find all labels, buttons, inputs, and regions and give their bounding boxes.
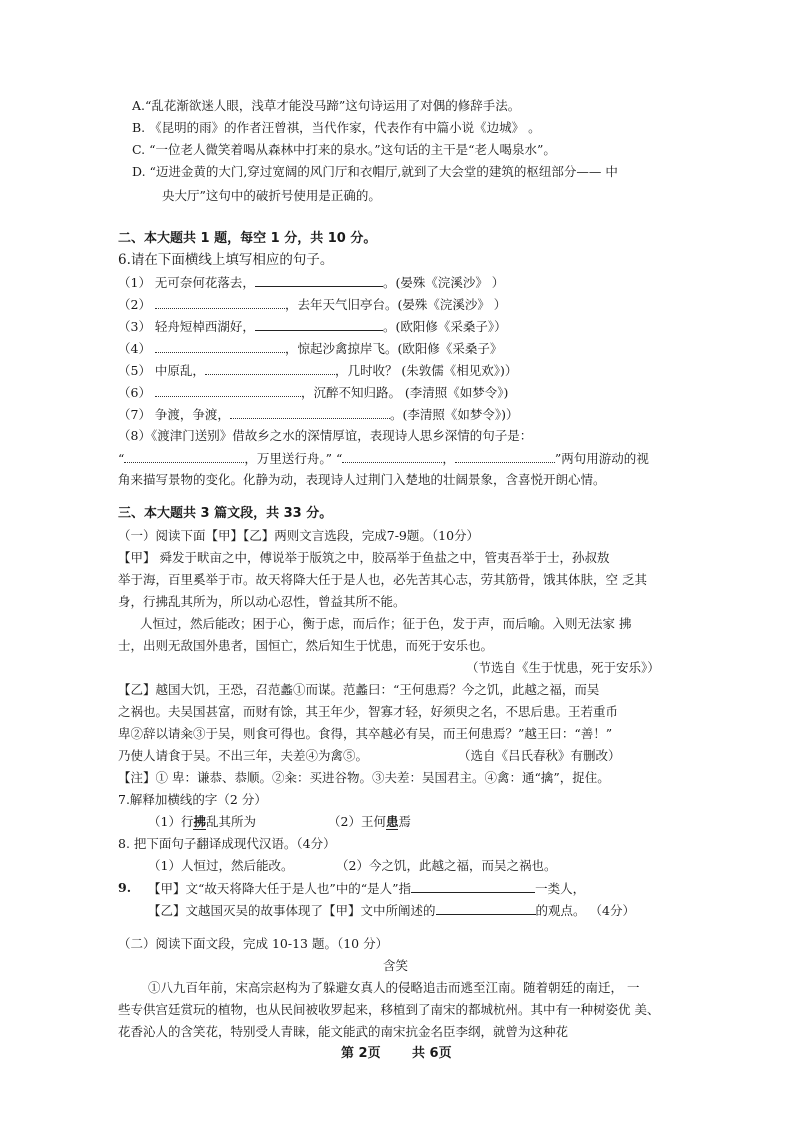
option-d: D. “迈进金黄的大门,穿过宽阔的风门厅和衣帽厅,就到了大会堂的建筑的枢纽部分—— 中	[132, 164, 618, 179]
blank-8c[interactable]	[455, 448, 555, 463]
q9-item-1: 【甲】文“故天将降大任于是人也”中的“是人”指 一类人，	[148, 878, 585, 899]
yi-source: （选自《吕氏春秋》有删改）	[458, 748, 621, 763]
page-number: 第 2页	[341, 1046, 381, 1061]
passage-1-intro: （一）阅读下面【甲】【乙】两则文言选段，完成7-9题。（10分）	[118, 528, 480, 543]
blank-2[interactable]	[155, 294, 285, 309]
section-3-header: 三、本大题共 3 篇文段，共 33 分。	[118, 506, 333, 521]
jia-line-3: 身，行拂乱其所为，所以动心忍性，曾益其所不能。	[118, 594, 406, 609]
blank-6[interactable]	[155, 382, 301, 397]
passage-2-line-1: ①八九百年前，宋高宗赵构为了躲避女真人的侵略追击而逃至江南。随着朝廷的南迁， 一	[148, 980, 640, 995]
option-b: B. 《昆明的雨》的作者汪曾祺，当代作家，代表作有中篇小说《边城》 。	[132, 120, 541, 135]
q8-item-2: （2）今之饥，此越之福，而吴之祸也。	[336, 858, 557, 873]
passage-2-line-3: 花香沁人的含笑花，特别受人青睐，能文能武的南宋抗金名臣李纲，就曾为这种花	[118, 1024, 569, 1039]
q6-item-5: （5） 中原乱， ，几时收？ (朱敦儒《相见欢》)）	[118, 360, 517, 381]
option-a: A.“乱花渐欲迷人眼，浅草才能没马蹄”这句诗运用了对偶的修辞手法。	[132, 98, 521, 113]
q7-item-1: （1）行拂乱其所为	[148, 814, 256, 829]
blank-q9b[interactable]	[436, 900, 536, 915]
q7-item-2: （2）王何患焉	[328, 814, 411, 829]
blank-8b[interactable]	[342, 448, 442, 463]
passage-2-intro: （二）阅读下面文段，完成 10-13 题。（10 分）	[118, 936, 389, 951]
blank-3[interactable]	[255, 316, 383, 331]
jia-line-4: 人恒过，然后能改；困于心，衡于虑，而后作；征于色，发于声，而后喻。入则无法家 拂	[140, 616, 632, 631]
jia-source: （节选自《生于忧患，死于安乐》）	[466, 660, 660, 675]
yi-line-3: 卑②辞以请籴③于吴，则食可得也。食得，其卒越必有吴，而王何患焉？”越王曰：“善！”	[118, 726, 613, 741]
q6-item-1: （1） 无可奈何花落去， 。(晏殊《浣溪沙》 ）	[118, 272, 504, 293]
q6-item-6: （6） ，沉醉不知归路。 (李清照《如梦令》)	[118, 382, 508, 403]
q8-item-1: （1）人恒过，然后能改。	[148, 858, 294, 873]
jia-line-2: 举于海，百里奚举于市。故天将降大任于是人也，必先苦其心志，劳其筋骨，饿其体肤，空 乏其	[118, 572, 647, 587]
q6-item-8-cont: 角来描写景物的变化。化静为动，表现诗人过荆门入楚地的壮阔景象，含喜悦开朗心情。	[118, 472, 606, 487]
passage-2-title: 含笑	[383, 958, 409, 973]
blank-5[interactable]	[205, 360, 335, 375]
q7-key-2: 患	[385, 814, 399, 829]
page-total: 共 6页	[412, 1046, 452, 1061]
section-2-header: 二、本大题共 1 题，每空 1 分，共 10 分。	[118, 231, 377, 246]
jia-line-1: 【甲】 舜发于畎亩之中，傅说举于版筑之中，胶鬲举于鱼盐之中，管夷吾举于士，孙叔敖	[118, 550, 610, 565]
q9-item-2: 【乙】文越国灭吴的故事体现了【甲】文中所阐述的 的观点。 （4分）	[148, 900, 635, 921]
annotation-note: 【注】① 卑：谦恭、恭顺。②籴：买进谷物。③夫差：吴国君主。④禽：通“擒”，捉住。	[118, 770, 610, 785]
q6-item-7: （7） 争渡，争渡， 。(李清照《如梦令》)）	[118, 404, 518, 425]
q9-number: 9.	[118, 880, 132, 895]
option-d-cont: 央大厅”这句中的破折号使用是正确的。	[162, 188, 381, 203]
option-c: C. “一位老人微笑着喝从森林中打来的泉水。”这句话的主干是“老人喝泉水”。	[132, 142, 556, 157]
q6-item-8: （8）《渡津门送别》借故乡之水的深情厚谊，表现诗人思乡深情的句子是：	[118, 428, 533, 443]
jia-line-5: 士，出则无敌国外患者，国恒亡，然后知生于忧患，而死于安乐也。	[118, 638, 494, 653]
blank-q9a[interactable]	[411, 878, 535, 893]
blank-4[interactable]	[155, 338, 285, 353]
passage-2-line-2: 些专供宫廷赏玩的植物，也从民间被收罗起来，移植到了南宋的都城杭州。其中有一种树姿优 美、	[118, 1002, 660, 1017]
blank-8a[interactable]	[124, 448, 244, 463]
q7-prompt: 7.解释加横线的字（2 分）	[118, 792, 267, 807]
q7-key-1: 拂	[193, 814, 206, 829]
q6-item-3: （3） 轻舟短棹西湖好， 。(欧阳修《采桑子》）	[118, 316, 507, 337]
q6-item-8-blanks: “ ，万里送行舟。” “ ， ”两句用游动的视	[118, 448, 649, 469]
q8-prompt: 8. 把下面句子翻译成现代汉语。（4分）	[118, 836, 336, 851]
blank-1[interactable]	[255, 272, 383, 287]
yi-line-4: 乃使人请食于吴。不出三年，夫差④为禽⑤。	[118, 748, 369, 763]
q6-item-4: （4） ，惊起沙禽掠岸飞。(欧阳修《采桑子》	[118, 338, 502, 359]
q6-item-2: （2） ，去年天气旧亭台。(晏殊《浣溪沙》 ）	[118, 294, 506, 315]
yi-line-2: 之祸也。夫吴国甚富，而财有馀，其王年少，智寡才轻，好须臾之名，不思后患。王若重币	[118, 704, 619, 719]
q6-prompt: 6.请在下面横线上填写相应的句子。	[118, 252, 334, 268]
yi-line-1: 【乙】越国大饥，王恐，召范蠡①而谋。范蠡曰：“王何患焉？今之饥，此越之福，而吴	[118, 682, 600, 697]
blank-7[interactable]	[230, 404, 390, 419]
